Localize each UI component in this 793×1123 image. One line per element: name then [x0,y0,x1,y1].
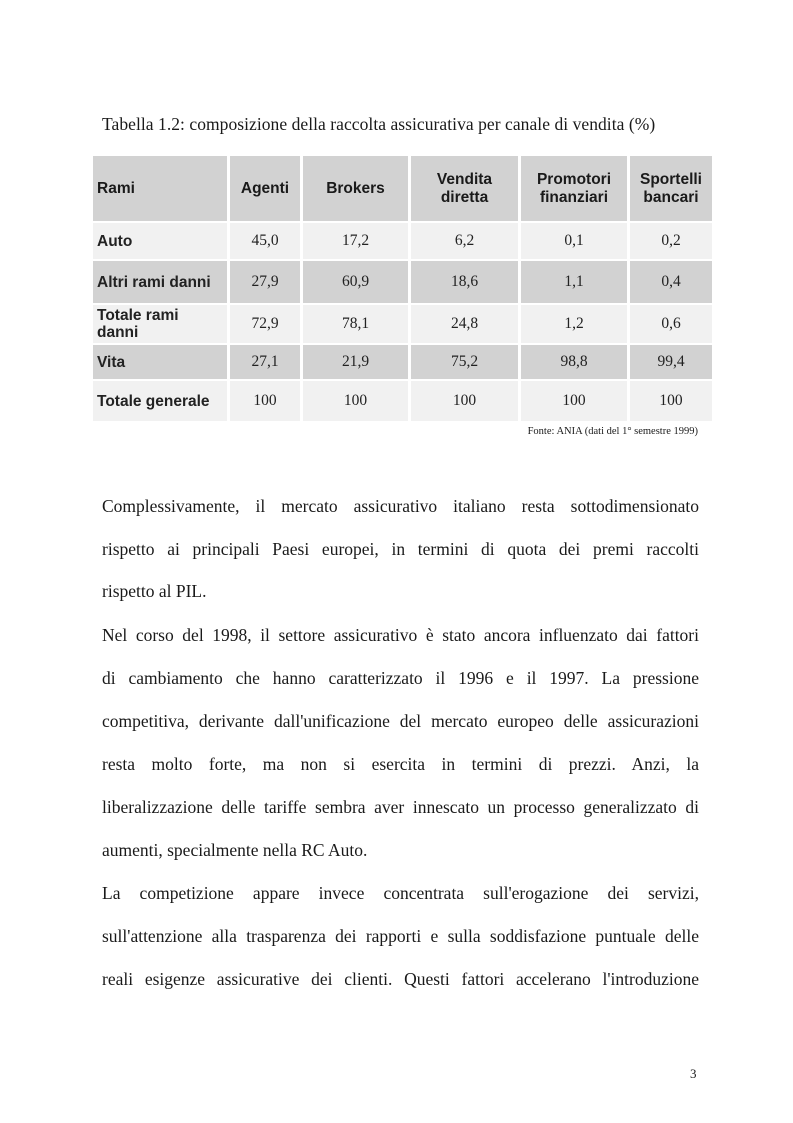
row-label-line: Totale rami [97,307,179,324]
body-text-line: Nel corso del 1998, il settore assicurativo è stato ancora influenzato dai fattori [102,625,699,645]
cell-value: 1,1 [521,261,627,303]
body-text-line: competitiva, derivante dall'unificazione del mercato europeo delle assicurazioni [102,711,699,731]
cell-value: 100 [411,381,518,421]
row-label [93,305,227,343]
header-line: finanziari [539,188,609,206]
cell-value: 78,1 [303,305,408,343]
cell-value: 27,9 [230,261,300,303]
table-row [93,381,712,421]
cell-value: 100 [303,381,408,421]
header-agenti: Agenti [230,156,300,221]
cell-value: 72,9 [230,305,300,343]
header-line: Sportelli [639,170,702,188]
cell-value: 17,2 [303,223,408,259]
cell-value: 75,2 [411,345,518,379]
cell-value: 6,2 [411,223,518,259]
table-caption: Tabella 1.2: composizione della raccolta assicurativa per canale di vendita (%) [102,114,656,134]
body-text-line: La competizione appare invece concentrata sull'erogazione dei servizi, [102,883,699,903]
body-text-line: resta molto forte, ma non si esercita in termini di prezzi. Anzi, la [102,754,699,774]
cell-value: 98,8 [521,345,627,379]
header-line: bancari [643,188,699,206]
table-row [93,223,712,259]
cell-value: 24,8 [411,305,518,343]
header-brokers: Brokers [303,156,408,221]
cell-value: 100 [630,381,712,421]
cell-value: 21,9 [303,345,408,379]
cell-value: 1,2 [521,305,627,343]
page-number: 3 [690,1066,697,1081]
body-text-line: sull'attenzione alla trasparenza dei rapporti e sulla soddisfazione puntuale delle [102,926,699,946]
header-line: diretta [440,188,489,206]
cell-value: 100 [521,381,627,421]
sales-channel-table [90,154,715,423]
cell-value: 0,2 [630,223,712,259]
cell-value: 45,0 [230,223,300,259]
row-label: Vita [93,345,227,379]
body-text-line: Complessivamente, il mercato assicurativo italiano resta sottodimensionato [102,496,699,516]
body-text-line: liberalizzazione delle tariffe sembra aver innescato un processo generalizzato di [102,797,699,817]
header-rami: Rami [93,156,227,221]
row-label: Altri rami danni [93,261,227,303]
row-label: Totale generale [93,381,227,421]
cell-value: 0,1 [521,223,627,259]
cell-value: 60,9 [303,261,408,303]
header-sportelli-bancari [630,156,712,221]
body-text-line: rispetto ai principali Paesi europei, in termini di quota dei premi raccolti [102,539,699,559]
cell-value: 100 [230,381,300,421]
table-source-note: Fonte: ANIA (dati del 1° semestre 1999) [527,426,698,437]
row-label: Auto [93,223,227,259]
header-line: Promotori [536,170,612,188]
body-text-line: reali esigenze assicurative dei clienti. Questi fattori accelerano l'introduzione [102,969,699,989]
row-label-line: danni [97,324,139,341]
cell-value: 0,6 [630,305,712,343]
cell-value: 18,6 [411,261,518,303]
table-row [93,261,712,303]
header-line: Vendita [436,170,493,188]
cell-value: 0,4 [630,261,712,303]
body-text-line: di cambiamento che hanno caratterizzato il 1996 e il 1997. La pressione [102,668,699,688]
cell-value: 27,1 [230,345,300,379]
table-row [93,305,712,343]
header-promotori-finanziari [521,156,627,221]
body-text-line: rispetto al PIL. [102,581,207,601]
table-header-row [93,156,712,221]
cell-value: 99,4 [630,345,712,379]
body-text-line: aumenti, specialmente nella RC Auto. [102,840,368,860]
table-row [93,345,712,379]
header-vendita-diretta [411,156,518,221]
